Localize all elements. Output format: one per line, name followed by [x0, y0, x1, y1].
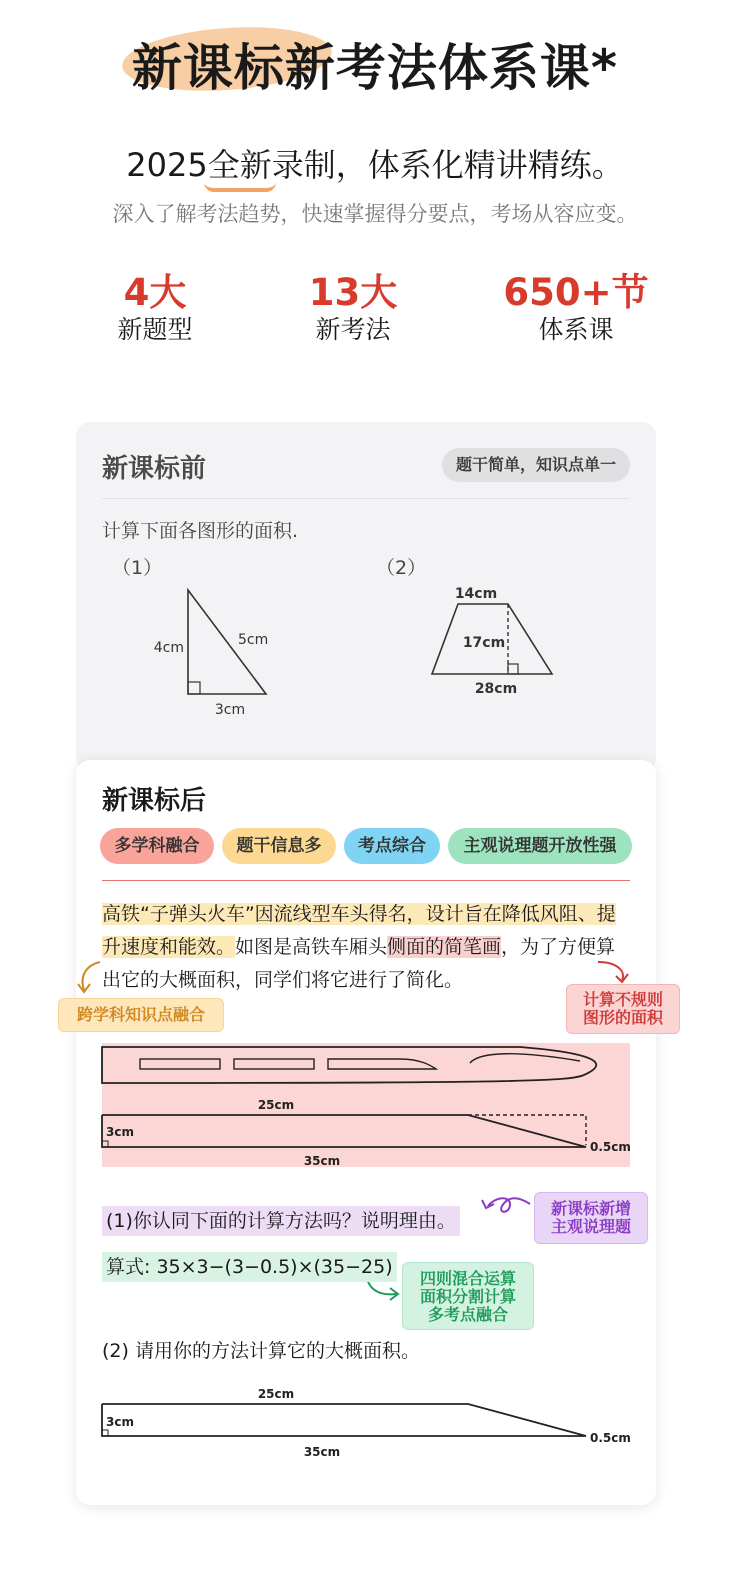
train-tip-label: 0.5cm: [590, 1140, 631, 1154]
right-angle-mark: [102, 1430, 108, 1436]
train-outline: [102, 1047, 596, 1083]
shape-height-label: 3cm: [106, 1415, 134, 1429]
train-window: [328, 1059, 436, 1069]
trapezoid-height-label: 17cm: [462, 635, 506, 651]
tagline: 深入了解考法趋势，快速掌握得分要点，考场从容应变。: [112, 202, 638, 226]
before-card: [76, 422, 656, 772]
hero-title-area: [0, 22, 750, 97]
trapezoid-figure: [426, 582, 566, 702]
stat-item: [476, 272, 676, 346]
train-window: [234, 1059, 314, 1069]
train-window-curve: [470, 1054, 580, 1063]
passage-irregular-text: 侧面的简笔画: [387, 936, 502, 958]
formula: 算式: 35×3−(3−0.5)×(35−25): [102, 1252, 397, 1282]
sub-question-1: (1)你认同下面的计算方法吗？说明理由。: [102, 1206, 460, 1236]
train-top-len-label: 25cm: [257, 1098, 295, 1112]
subtitle-highlight: [208, 140, 272, 186]
triangle-hyp-label: 5cm: [238, 632, 269, 648]
divider: [102, 880, 630, 881]
subtitle-highlight-text: 全新: [207, 146, 272, 184]
passage-text: 如图是高铁车厢头: [235, 936, 388, 958]
stat-label: 新考法: [315, 315, 391, 344]
stat-number: 13大: [308, 271, 398, 314]
stat-item: [55, 272, 255, 346]
stat-item: [253, 272, 453, 346]
after-heading: 新课标后: [102, 786, 207, 816]
triangle-figure: [146, 582, 286, 722]
page-title: 新课标新考法体系课*: [131, 39, 619, 97]
simplified-shape: [102, 1115, 586, 1147]
shape-tip-label: 0.5cm: [590, 1431, 631, 1445]
subtitle-suffix: 录制，体系化精讲精练。: [271, 146, 624, 184]
divider: [102, 498, 630, 499]
callout-cross-discipline: 跨学科知识点融合: [58, 998, 224, 1032]
shape-top-len-label: 25cm: [257, 1387, 295, 1401]
callout-line: 多考点融合: [427, 1305, 508, 1324]
right-angle-mark: [188, 682, 200, 694]
before-question: 计算下面各图形的面积.: [102, 520, 299, 542]
subtitle-year: 2025: [126, 146, 208, 184]
train-height-label: 3cm: [106, 1125, 134, 1139]
callout-line: 图形的面积: [582, 1008, 663, 1027]
callout-line: 四则混合运算: [419, 1269, 516, 1288]
sub-question-2: (2) 请用你的方法计算它的大概面积。: [102, 1340, 420, 1362]
callout-line: 新课标新增: [550, 1199, 631, 1218]
stat-label: 体系课: [538, 315, 614, 344]
stat-number: 650+节: [503, 271, 649, 314]
tag-open-reasoning: 主观说理题开放性强: [448, 828, 632, 864]
stats-row: [0, 272, 750, 352]
subtitle: [0, 140, 750, 186]
trapezoid-bottom-label: 28cm: [474, 681, 518, 697]
callout-irregular-area: [566, 984, 680, 1034]
simplified-shape: [102, 1404, 586, 1436]
trapezoid-top-label: 14cm: [454, 586, 498, 602]
before-heading: 新课标前: [102, 454, 207, 484]
stat-number: 4大: [123, 271, 187, 314]
tag-multidiscipline: 多学科融合: [100, 828, 214, 864]
stat-label: 新题型: [117, 315, 193, 344]
shape-bottom-len-label: 35cm: [303, 1445, 341, 1459]
train-bottom-len-label: 35cm: [303, 1154, 341, 1168]
figure-1-label: （1）: [112, 557, 163, 579]
right-angle-mark: [102, 1141, 108, 1147]
right-angle-mark: [508, 664, 518, 674]
passage-cross-discipline-text: 高铁“子弹头火车”因流线型车头得名，设计旨在降低风阻、提升速度和能效。: [102, 903, 616, 958]
figure-2-label: （2）: [376, 557, 427, 579]
answer-shape-figure: [100, 1384, 640, 1464]
triangle-base-label: 3cm: [214, 702, 246, 718]
question-passage: [102, 898, 632, 997]
train-figure: [100, 1043, 640, 1168]
highlight-underline: [204, 182, 276, 192]
passage-text: ，为了方便算出它的大概面积，同学们将它进行了简化。: [102, 936, 616, 991]
callout-line: 计算不规则: [582, 990, 663, 1009]
triangle-height-label: 4cm: [153, 640, 184, 656]
callout-line: 面积分割计算: [419, 1287, 516, 1306]
callout-new-standard: [534, 1192, 648, 1244]
before-badge: 题干简单，知识点单一: [442, 448, 630, 482]
train-window: [140, 1059, 220, 1069]
callout-mixed-operations: [402, 1262, 534, 1330]
tag-rich-info: 题干信息多: [222, 828, 336, 864]
callout-line: 主观说理题: [550, 1217, 631, 1236]
tag-comprehensive: 考点综合: [344, 828, 440, 864]
